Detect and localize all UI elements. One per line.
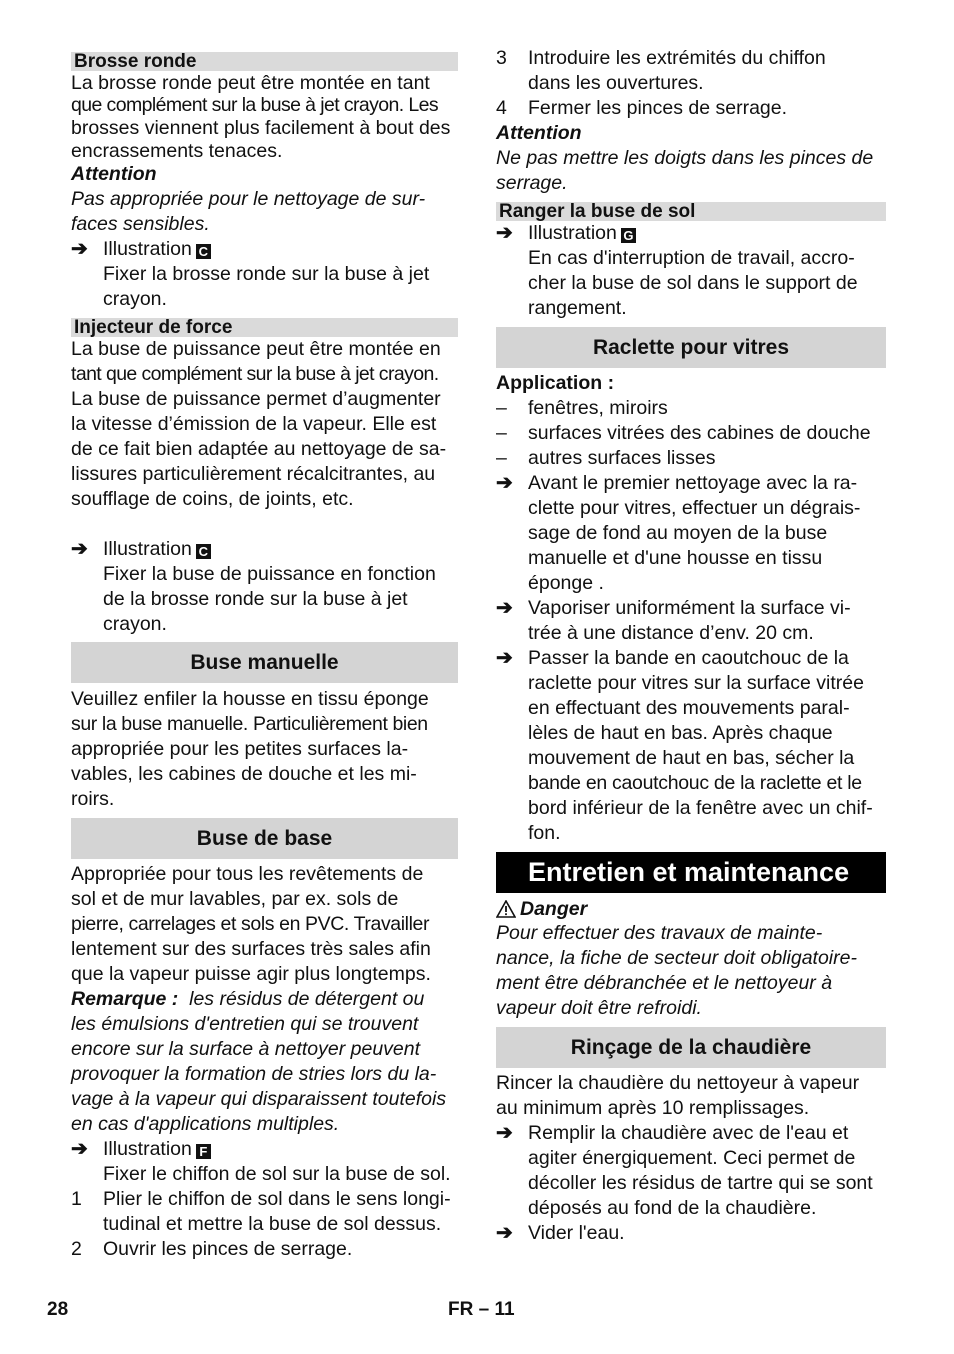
dash-bullet: – [496, 447, 507, 469]
remarque-text: provoquer la formation de stries lors du la- [71, 1063, 437, 1085]
paragraph-line: La brosse ronde peut être montée en tant [71, 72, 430, 94]
attention-text: serrage. [496, 172, 568, 194]
chapter-title-entretien: Entretien et maintenance [496, 852, 886, 893]
paragraph-line: Rincer la chaudière du nettoyeur à vapeur [496, 1072, 860, 1094]
step-line: agiter énergiquement. Ceci permet de [528, 1147, 856, 1169]
step-line: trée à une distance d’env. 20 cm. [528, 622, 814, 644]
step-line: Fixer le chiffon de sol sur la buse de sol. [103, 1163, 451, 1185]
list-item: surfaces vitrées des cabines de douche [528, 422, 871, 444]
step-line: crayon. [103, 288, 167, 310]
paragraph-line: la vitesse d’émission de la vapeur. Elle est [71, 413, 437, 435]
step-line: éponge . [528, 572, 604, 594]
step-line: Plier le chiffon de sol dans le sens longi- [103, 1188, 451, 1210]
paragraph-line: Veuillez enfiler la housse en tissu éponge [71, 688, 429, 710]
paragraph-line: sur la buse manuelle. Particulièrement bien [71, 713, 428, 735]
dash-bullet: – [496, 397, 507, 419]
step-line: lèles de haut en bas. Après chaque [528, 722, 833, 744]
step-line: mouvement de haut en bas, sécher la [528, 747, 855, 769]
step-line: Fixer la buse de puissance en fonction [103, 563, 436, 585]
illustration-ref [103, 1137, 211, 1162]
paragraph-line: appropriée pour les petites surfaces la- [71, 738, 409, 760]
remarque-label: Remarque : [71, 988, 179, 1010]
illustration-ref [103, 237, 211, 262]
section-title-buse-de-base: Buse de base [71, 818, 458, 859]
attention-text: faces sensibles. [71, 213, 210, 235]
section-title-rincage: Rinçage de la chaudière [496, 1027, 886, 1068]
step-line: déposés au fond de la chaudière. [528, 1197, 817, 1219]
danger-text: nance, la fiche de secteur doit obligatoire- [496, 947, 857, 969]
section-title-buse-manuelle: Buse manuelle [71, 642, 458, 683]
list-item: autres surfaces lisses [528, 447, 716, 469]
paragraph-line: sol et de mur lavables, par ex. sols de [71, 888, 399, 910]
arrow-icon: ➔ [71, 238, 88, 260]
step-line: Passer la bande en caoutchouc de la [528, 647, 849, 669]
step-line: Fixer la brosse ronde sur la buse à jet [103, 263, 430, 285]
step-line: Introduire les extrémités du chiffon [528, 47, 826, 69]
paragraph-line: de ce fait bien adaptée au nettoyage de sa- [71, 438, 447, 460]
illustration-label: Illustration [528, 222, 617, 244]
list-item: fenêtres, miroirs [528, 397, 668, 419]
step-line: Ouvrir les pinces de serrage. [103, 1238, 353, 1260]
paragraph-line: La buse de puissance peut être montée en [71, 338, 441, 360]
illustration-letter-icon: C [196, 544, 211, 559]
step-line: dans les ouvertures. [528, 72, 704, 94]
step-line: bord inférieur de la fenêtre avec un chif- [528, 797, 873, 819]
paragraph-line: Appropriée pour tous les revêtements de [71, 863, 424, 885]
remarque-text: encore sur la surface à nettoyer peuvent [71, 1038, 421, 1060]
arrow-icon: ➔ [496, 647, 513, 669]
step-line: Fermer les pinces de serrage. [528, 97, 788, 119]
paragraph-line: pierre, carrelages et sols en PVC. Travailler [71, 913, 430, 935]
danger-text: ment être débranchée et le nettoyeur à [496, 972, 833, 994]
subsection-title-ranger: Ranger la buse de sol [496, 202, 886, 221]
remarque-text: vage à la vapeur qui disparaissent toutefois [71, 1088, 447, 1110]
step-line: manuelle et d'une housse en tissu [528, 547, 823, 569]
step-number: 1 [71, 1188, 82, 1210]
step-line: sage de fond au moyen de la buse [528, 522, 828, 544]
paragraph-line: vables, les cabines de douche et les mi- [71, 763, 417, 785]
illustration-ref [528, 221, 636, 246]
paragraph-line: La buse de puissance permet d’augmenter [71, 388, 441, 410]
step-line: tudinal et mettre la buse de sol dessus. [103, 1213, 442, 1235]
remarque-text: les émulsions d'entretien qui se trouvent [71, 1013, 419, 1035]
illustration-label: Illustration [103, 238, 192, 260]
step-line: bande en caoutchouc de la raclette et le [528, 772, 862, 794]
danger-line [496, 897, 587, 922]
arrow-icon: ➔ [496, 222, 513, 244]
arrow-icon: ➔ [496, 1122, 513, 1144]
illustration-letter-icon: G [621, 228, 636, 243]
step-line: rangement. [528, 297, 627, 319]
arrow-icon: ➔ [496, 1222, 513, 1244]
attention-text: Ne pas mettre les doigts dans les pinces de [496, 147, 874, 169]
step-number: 3 [496, 47, 507, 69]
footer-section: FR – 11 [448, 1299, 515, 1320]
paragraph-line: lissures particulièrement récalcitrantes, au [71, 463, 436, 485]
illustration-label: Illustration [103, 538, 192, 560]
attention-text: Pas appropriée pour le nettoyage de sur- [71, 188, 426, 210]
attention-label: Attention [496, 122, 582, 144]
step-line: Avant le premier nettoyage avec la ra- [528, 472, 858, 494]
danger-text: vapeur doit être refroidi. [496, 997, 702, 1019]
paragraph-line: encrassements tenaces. [71, 140, 283, 162]
step-line: fon. [528, 822, 561, 844]
step-line: Vider l'eau. [528, 1222, 625, 1244]
arrow-icon: ➔ [496, 472, 513, 494]
application-label: Application : [496, 372, 615, 394]
section-title-raclette: Raclette pour vitres [496, 327, 886, 368]
paragraph-line: lentement sur des surfaces très sales afin [71, 938, 431, 960]
dash-bullet: – [496, 422, 507, 444]
arrow-icon: ➔ [71, 1138, 88, 1160]
step-line: Remplir la chaudière avec de l'eau et [528, 1122, 849, 1144]
step-line: en effectuant des mouvements paral- [528, 697, 850, 719]
step-line: clette pour vitres, effectuer un dégrais- [528, 497, 861, 519]
illustration-letter-icon: C [196, 244, 211, 259]
danger-label: Danger [520, 898, 588, 920]
step-line: Vaporiser uniformément la surface vi- [528, 597, 851, 619]
subsection-title-injecteur: Injecteur de force [71, 318, 458, 337]
step-line: cher la buse de sol dans le support de [528, 272, 858, 294]
illustration-label: Illustration [103, 1138, 192, 1160]
remarque-text: les résidus de détergent ou [189, 988, 425, 1010]
step-line: En cas d'interruption de travail, accro- [528, 247, 855, 269]
paragraph-line: au minimum après 10 remplissages. [496, 1097, 810, 1119]
paragraph-line: roirs. [71, 788, 115, 810]
paragraph-line: tant que complément sur la buse à jet crayon. [71, 363, 439, 385]
step-number: 4 [496, 97, 507, 119]
illustration-letter-icon: F [196, 1144, 211, 1159]
subsection-title-brosse-ronde: Brosse ronde [71, 52, 458, 71]
paragraph-line: que la vapeur puisse agir plus longtemps. [71, 963, 431, 985]
remarque-text: en cas d'applications multiples. [71, 1113, 340, 1135]
arrow-icon: ➔ [71, 538, 88, 560]
paragraph-line: brosses viennent plus facilement à bout des [71, 117, 451, 139]
remarque-line [71, 987, 424, 1012]
attention-label: Attention [71, 163, 157, 185]
step-number: 2 [71, 1238, 82, 1260]
step-line: crayon. [103, 613, 167, 635]
step-line: de la brosse ronde sur la buse à jet [103, 588, 408, 610]
paragraph-line: que complément sur la buse à jet crayon. Les [71, 94, 439, 116]
paragraph-line: soufflage de coins, de joints, etc. [71, 488, 354, 510]
step-line: décoller les résidus de tartre qui se sont [528, 1172, 873, 1194]
illustration-ref [103, 537, 211, 562]
danger-text: Pour effectuer des travaux de mainte- [496, 922, 823, 944]
arrow-icon: ➔ [496, 597, 513, 619]
page-number: 28 [47, 1299, 69, 1320]
step-line: raclette pour vitres sur la surface vitrée [528, 672, 864, 694]
